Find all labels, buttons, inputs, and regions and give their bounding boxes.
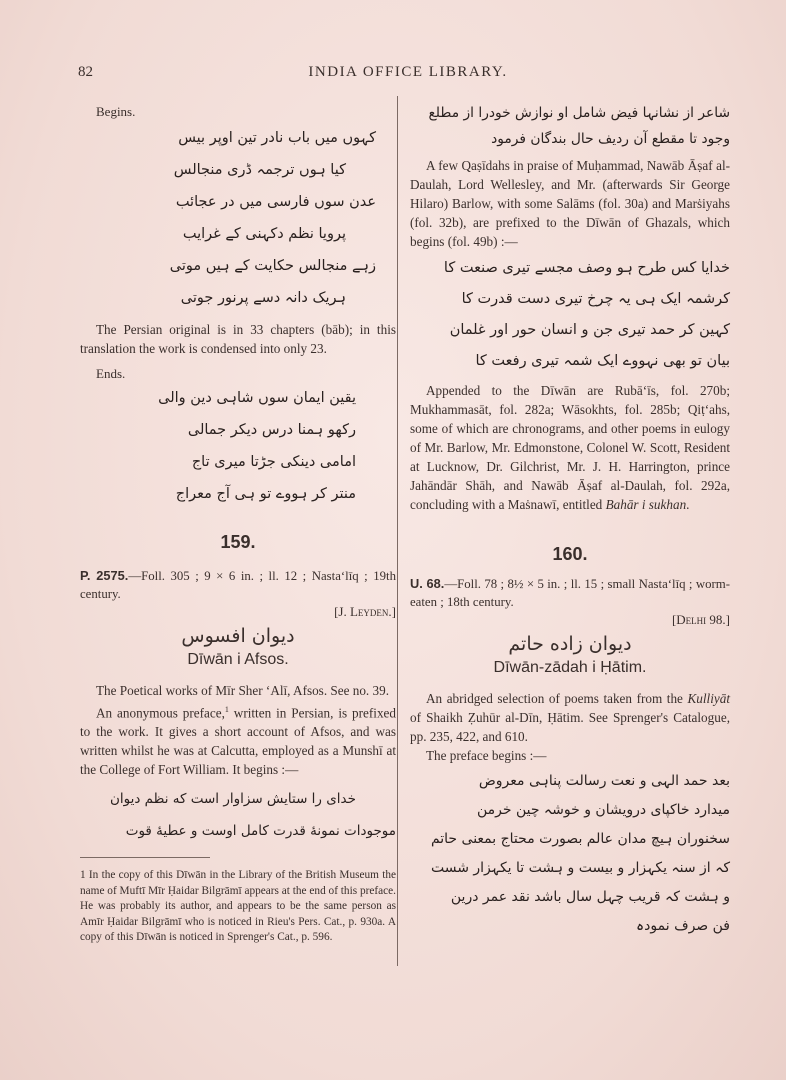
entry-number: 159. [220, 532, 256, 552]
verse-line: کہین کر حمد تیری جن و انسان حور اور غلمان [449, 322, 730, 338]
entry-number: 160. [552, 544, 588, 564]
footnote-marker: 1 [224, 705, 229, 714]
ghazal-verses [410, 253, 730, 377]
work-title-persian: دیوان زاده حاتم [508, 633, 632, 655]
verse-line: خدای را ستایش سزاوار است که نظم دیوان [109, 791, 356, 808]
verse-line: فن صرف نمودہ [635, 918, 730, 934]
verse-line: و ہشت کہ قریب چہل سال باشد نقد عمر درین [450, 889, 730, 905]
continued-verses [410, 100, 730, 152]
page-number: 82 [78, 64, 93, 80]
verse-line: رکھو ہمنا درس دیکر جمالی [187, 422, 356, 438]
verse-line: کرشمہ ایک ہی یہ چرخ تیری دست قدرت کا [461, 291, 730, 307]
masnawi-title: Bahār i sukhan [605, 497, 687, 512]
work-title-persian: دیوان افسوس [181, 625, 295, 647]
verse-line: عدن سوں فارسی میں در عجائب [175, 194, 376, 210]
verse-line: یقین ایمان سوں شاہی دین والی [158, 390, 356, 406]
begins-label: Begins. [96, 104, 136, 119]
work-title: Dīwān i Afsos. [187, 651, 289, 668]
column-divider [397, 96, 398, 966]
selection-paragraph: An abridged selection of poems taken from the Kulliyāt of Shaikh Ẓuhūr al-Dīn, Ḥātim. See Sprenger's Catalogue, pp. 235, 422, and 610. [410, 691, 730, 744]
verse-line: منتر کر ہووے تو ہی آج معراج [175, 486, 356, 502]
persian-original-note: The Persian original is in 33 chapters (bāb); in this translation the work is condensed into only 23. [80, 322, 396, 356]
preface-paragraph: An anonymous preface,$^1$ written in Persian, is prefixed to the work. It gives a short account of Afsos, and was written whilst he was at Calcutta, employed as a Munshī at the College of Fort William. It begins :— [80, 705, 396, 778]
verse-line: ہریک دانہ دسے پرنور جوتی [180, 290, 346, 306]
ends-verses [80, 382, 356, 510]
verse-line: میدارد خاکپای درویشان و خوشہ چین خرمن [476, 802, 730, 818]
footnote-rule [80, 857, 210, 858]
shelfmark: U. 68. [410, 576, 445, 591]
verse-line: کہوں میں باب نادر تین اوپر بیس [178, 130, 376, 146]
verse-line: پرویا نظم دکہنی کے غرایب [182, 226, 346, 242]
description-paragraph: The Poetical works of Mīr Sher ʻAlī, Afsos. See no. 39. [96, 683, 390, 698]
verse-line: خدایا کس طرح ہو وصف مجسے تیری صنعت کا [443, 260, 730, 276]
preface-verses [80, 783, 396, 847]
appendix-paragraph: Appended to the Dīwān are Rubāʻīs, fol. 270b; Mukhammasāt, fol. 282a; Wāsokhts, fol. 285b; Qiṭʻahs, some of which are chronograms, and other poems in eulogy of Mr. Barlow, Mr. Edmonstone, Colonel W. Scott, Resident at Lucknow, Dr. Gilchrist, Mr. J. H. Harrington, prince Jahāndār Shāh, and Nawāb Āṣaf al-Daulah, fol. 292a, concluding with a Maṡnawī, entitled Bahār i sukhan. [410, 383, 730, 512]
verse-line: امامی دینکی جڑتا میری تاج [191, 454, 356, 470]
work-title: Dīwān-zādah i Ḥātim. [493, 659, 647, 676]
manuscript-description [410, 575, 730, 611]
footnote: 1 In the copy of this Dīwān in the Library of the British Museum the name of Muftī Mīr Ḥaidar Bilgrāmī appears at the end of this preface. He was probably its author, and appears to be the same person as Amīr Ḥaidar Bilgrāmī who is noticed in Rieu's Pers. Cat., p. 930a. A copy of this Dīwān is noticed in Sprenger's Cat., p. 596. [80, 869, 396, 944]
verse-line: بعد حمد الہی و نعت رسالت پناہی معروض [478, 773, 730, 789]
running-title: INDIA OFFICE LIBRARY. [308, 64, 508, 80]
physical-description: —Foll. 78 ; 8½ × 5 in. ; ll. 15 ; small Nastaʻlīq ; worm-eaten ; 18th century. [410, 577, 730, 609]
qasidah-paragraph: A few Qaṣīdahs in praise of Muḥammad, Nawāb Āṣaf al-Daulah, Lord Wellesley, and Mr. (afterwards Sir George Hilaro) Barlow, with some Salāms (fol. 30a) and Marṡiyahs (fol. 32b), are prefixed to the Dīwān of Ghazals, which begins (fol. 49b) :— [410, 158, 730, 249]
manuscript-description [80, 567, 396, 603]
right-column [410, 100, 730, 941]
preface-intro: The preface begins :— [426, 748, 547, 763]
verse-line: سخنوران ہیچ مدان عالم بصورت محتاج بمعنی حاتم [430, 831, 730, 847]
verse-line: بیان تو بھی نہووے ایک شمہ تیری رفعت کا [475, 353, 730, 369]
collector: [J. Leyden.] [334, 604, 396, 619]
verse-line: کیا ہوں ترجمہ ڈری منجالس [173, 162, 346, 178]
kulliyat-title: Kulliyāt [687, 691, 730, 706]
verse-line: وجود تا مقطع آن ردیف حال بندگان فرمود [491, 131, 730, 147]
verse-line: کہ از سنہ یکہزار و بیست و ہشت تا یکہزار شست [430, 860, 730, 876]
verse-line: شاعر از نشانہا فیض شامل او نوازش خودرا از مطلع [428, 105, 730, 121]
page-header [78, 64, 738, 86]
verse-line: زہے منجالس حکایت کے ہیں موتی [169, 258, 376, 274]
begins-verses [80, 122, 376, 314]
verse-line: موجودات نمونهٔ قدرت کامل اوست و عطیهٔ قوت [125, 823, 396, 840]
preface-verses [410, 767, 730, 941]
shelfmark: P. 2575. [80, 568, 129, 583]
left-column [80, 100, 396, 946]
physical-description: —Foll. 305 ; 9 × 6 in. ; ll. 12 ; Nastaʻlīq ; 19th century. [80, 569, 396, 601]
collector: [Delhi 98.] [671, 612, 730, 627]
ends-label: Ends. [96, 366, 126, 381]
